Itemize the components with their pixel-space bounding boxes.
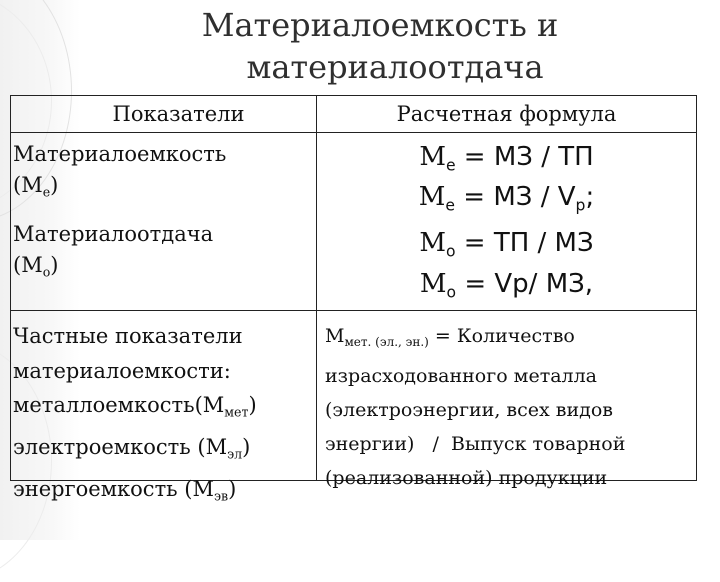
cell-partial-indicators bbox=[11, 311, 316, 504]
formula-line: (электроэнергии, всех видов bbox=[325, 399, 613, 421]
symbol-close: ) bbox=[50, 173, 59, 197]
header-cell-formula bbox=[316, 96, 696, 132]
item-close: ) bbox=[242, 434, 251, 459]
item-subscript: эл bbox=[227, 446, 243, 462]
label-symbol bbox=[13, 250, 213, 287]
symbol-subscript: е bbox=[42, 184, 51, 200]
formula-line: (реализованной) продукции bbox=[325, 467, 608, 489]
symbol-close: ) bbox=[50, 253, 59, 277]
item-text: энергоемкость (М bbox=[13, 476, 214, 501]
formula-subscript: р bbox=[575, 196, 586, 215]
slide-title-line2: материалоотдача bbox=[246, 48, 544, 86]
formula-line: энергии) / Выпуск товарной bbox=[325, 433, 626, 455]
table-header-row bbox=[11, 96, 696, 133]
symbol-open: (М bbox=[13, 173, 43, 197]
list-item: материалоемкости: bbox=[13, 358, 231, 383]
label-text: Материалоотдача bbox=[13, 222, 214, 246]
formula-4 bbox=[317, 265, 696, 311]
item-text: металлоемкость(М bbox=[13, 393, 225, 417]
formula-subscript: е bbox=[445, 196, 456, 215]
formula-text: = МЗ / V bbox=[455, 182, 576, 212]
header-formula-label: Расчетная формула bbox=[396, 102, 617, 126]
cell-main-indicators bbox=[11, 133, 316, 310]
partial-formula-text bbox=[325, 319, 625, 495]
label-text: Материалоемкость bbox=[13, 142, 227, 166]
indicators-table bbox=[10, 95, 697, 504]
symbol-open: (М bbox=[13, 253, 43, 277]
formula-symbol: М bbox=[325, 325, 345, 347]
table-row-main-indicators bbox=[11, 133, 696, 311]
formula-symbol: М bbox=[419, 142, 446, 172]
formula-symbol: М bbox=[419, 228, 446, 258]
cell-partial-formula bbox=[316, 311, 696, 489]
cell-main-formulas bbox=[316, 133, 696, 310]
formula-symbol: М bbox=[418, 182, 446, 212]
formula-line: израсходованного металла bbox=[325, 365, 598, 387]
formula-text: = МЗ / ТП bbox=[455, 142, 594, 172]
item-close: ) bbox=[248, 393, 257, 417]
formula-subscript: мет. (эл., эн.) bbox=[344, 335, 429, 349]
formula-text: = Количество bbox=[428, 325, 575, 347]
formula-2 bbox=[317, 178, 696, 224]
table-row-partial-indicators bbox=[11, 311, 696, 504]
header-cell-indicators bbox=[11, 96, 316, 132]
item-subscript: мет bbox=[224, 404, 249, 420]
formula-text: = ТП / МЗ bbox=[455, 228, 594, 258]
formula-text: ; bbox=[585, 182, 595, 212]
label-symbol bbox=[13, 170, 226, 207]
label-material-return bbox=[13, 219, 213, 287]
label-material-intensity bbox=[13, 139, 226, 207]
symbol-subscript: о bbox=[42, 264, 51, 280]
list-item bbox=[13, 472, 257, 514]
formula-subscript: о bbox=[445, 242, 456, 261]
list-item: Частные показатели bbox=[13, 324, 243, 348]
slide-title bbox=[0, 4, 720, 88]
formula-symbol: М bbox=[419, 269, 447, 299]
item-subscript: эв bbox=[214, 488, 229, 504]
partial-indicators-list bbox=[13, 319, 257, 514]
formula-text: = Vр/ МЗ, bbox=[456, 269, 594, 299]
item-close: ) bbox=[228, 476, 237, 501]
formula-subscript: е bbox=[445, 156, 456, 175]
formula-line bbox=[325, 319, 625, 359]
formula-3 bbox=[317, 224, 696, 270]
list-item bbox=[13, 430, 257, 472]
slide-title-line1: Материалоемкость и bbox=[201, 6, 559, 44]
list-item bbox=[13, 388, 257, 430]
formula-subscript: о bbox=[446, 283, 457, 302]
header-indicators-label: Показатели bbox=[112, 102, 245, 126]
item-text: электроемкость (М bbox=[13, 434, 228, 459]
